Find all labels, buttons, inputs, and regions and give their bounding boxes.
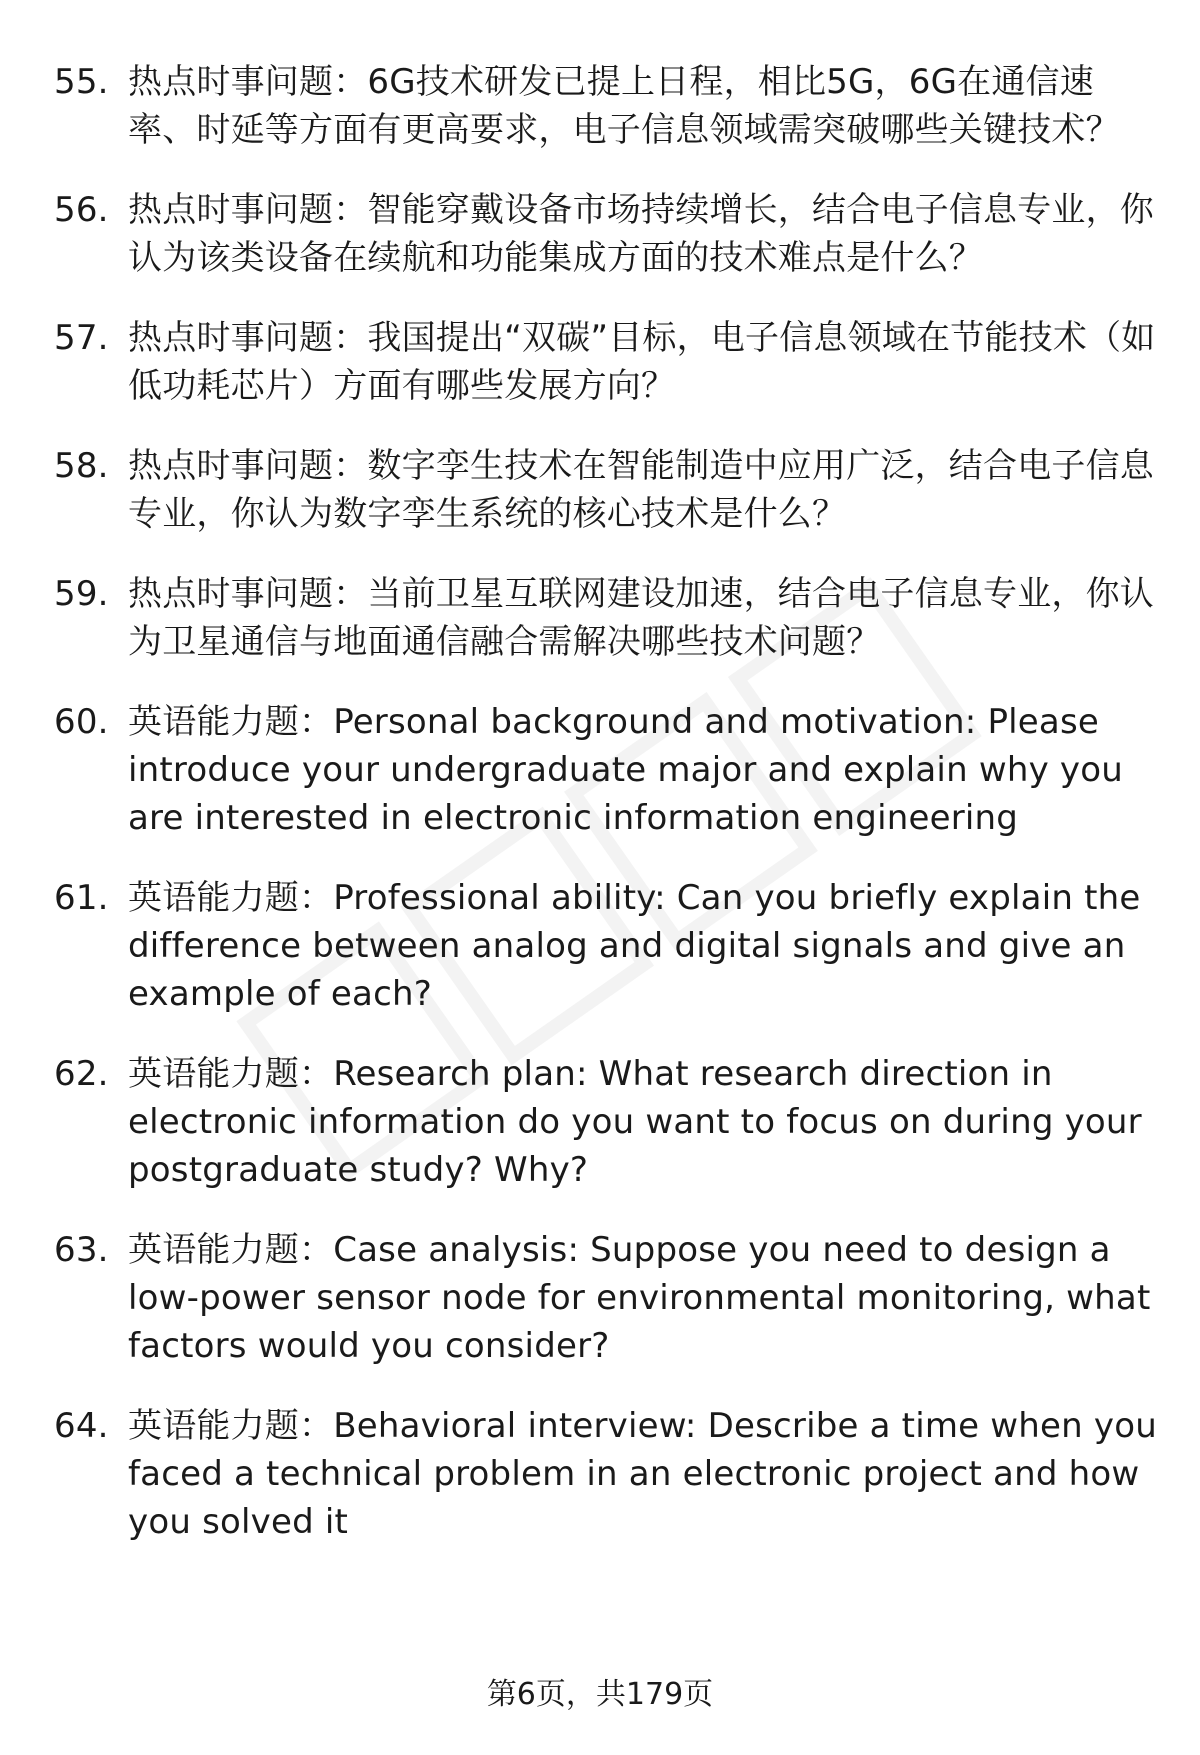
question-number: 58. xyxy=(54,446,109,486)
question-text: 热点时事问题：智能穿戴设备市场持续增长，结合电子信息专业，你认为该类设备在续航和功能集成方面的技术难点是什么？ xyxy=(128,190,1154,278)
question-number: 55. xyxy=(54,62,109,102)
question-text: 英语能力题：Behavioral interview: Describe a time when you faced a technical problem in an electronic project and how you solved it xyxy=(128,1406,1157,1542)
question-item-61 xyxy=(0,874,1200,1018)
question-text: 热点时事问题：当前卫星互联网建设加速，结合电子信息专业，你认为卫星通信与地面通信融合需解决哪些技术问题？ xyxy=(128,574,1154,662)
question-item-60 xyxy=(0,698,1200,842)
page-footer xyxy=(0,1675,1200,1715)
question-number: 62. xyxy=(54,1054,109,1094)
question-item-63 xyxy=(0,1226,1200,1370)
question-text: 热点时事问题：我国提出“双碳”目标，电子信息领域在节能技术（如低功耗芯片）方面有哪些发展方向？ xyxy=(128,318,1156,406)
page-number-label: 第6页，共179页 xyxy=(486,1677,714,1712)
question-text: 英语能力题：Personal background and motivation: Please introduce your undergraduate major and explain why you are interested in electronic information engineering xyxy=(128,702,1123,838)
question-item-57 xyxy=(0,314,1200,410)
question-text: 英语能力题：Case analysis: Suppose you need to design a low-power sensor node for environmental monitoring, what factors would you consider? xyxy=(128,1230,1151,1366)
question-number: 60. xyxy=(54,702,109,742)
question-text: 热点时事问题：6G技术研发已提上日程，相比5G，6G在通信速率、时延等方面有更高要求，电子信息领域需突破哪些关键技术？ xyxy=(128,62,1120,150)
question-text: 英语能力题：Professional ability: Can you briefly explain the difference between analog and digital signals and give an example of each? xyxy=(128,878,1141,1014)
question-text: 热点时事问题：数字孪生技术在智能制造中应用广泛，结合电子信息专业，你认为数字孪生系统的核心技术是什么？ xyxy=(128,446,1154,534)
question-number: 61. xyxy=(54,878,109,918)
question-number: 59. xyxy=(54,574,109,614)
question-number: 56. xyxy=(54,190,109,230)
question-number: 63. xyxy=(54,1230,109,1270)
question-number: 57. xyxy=(54,318,109,358)
question-item-55 xyxy=(0,58,1200,154)
question-number: 64. xyxy=(54,1406,109,1446)
question-item-59 xyxy=(0,570,1200,666)
question-item-62 xyxy=(0,1050,1200,1194)
question-item-56 xyxy=(0,186,1200,282)
question-item-58 xyxy=(0,442,1200,538)
question-text: 英语能力题：Research plan: What research direction in electronic information do you want to focus on during your postgraduate study? Why? xyxy=(128,1054,1142,1190)
question-item-64 xyxy=(0,1402,1200,1546)
question-list xyxy=(0,58,1200,1578)
